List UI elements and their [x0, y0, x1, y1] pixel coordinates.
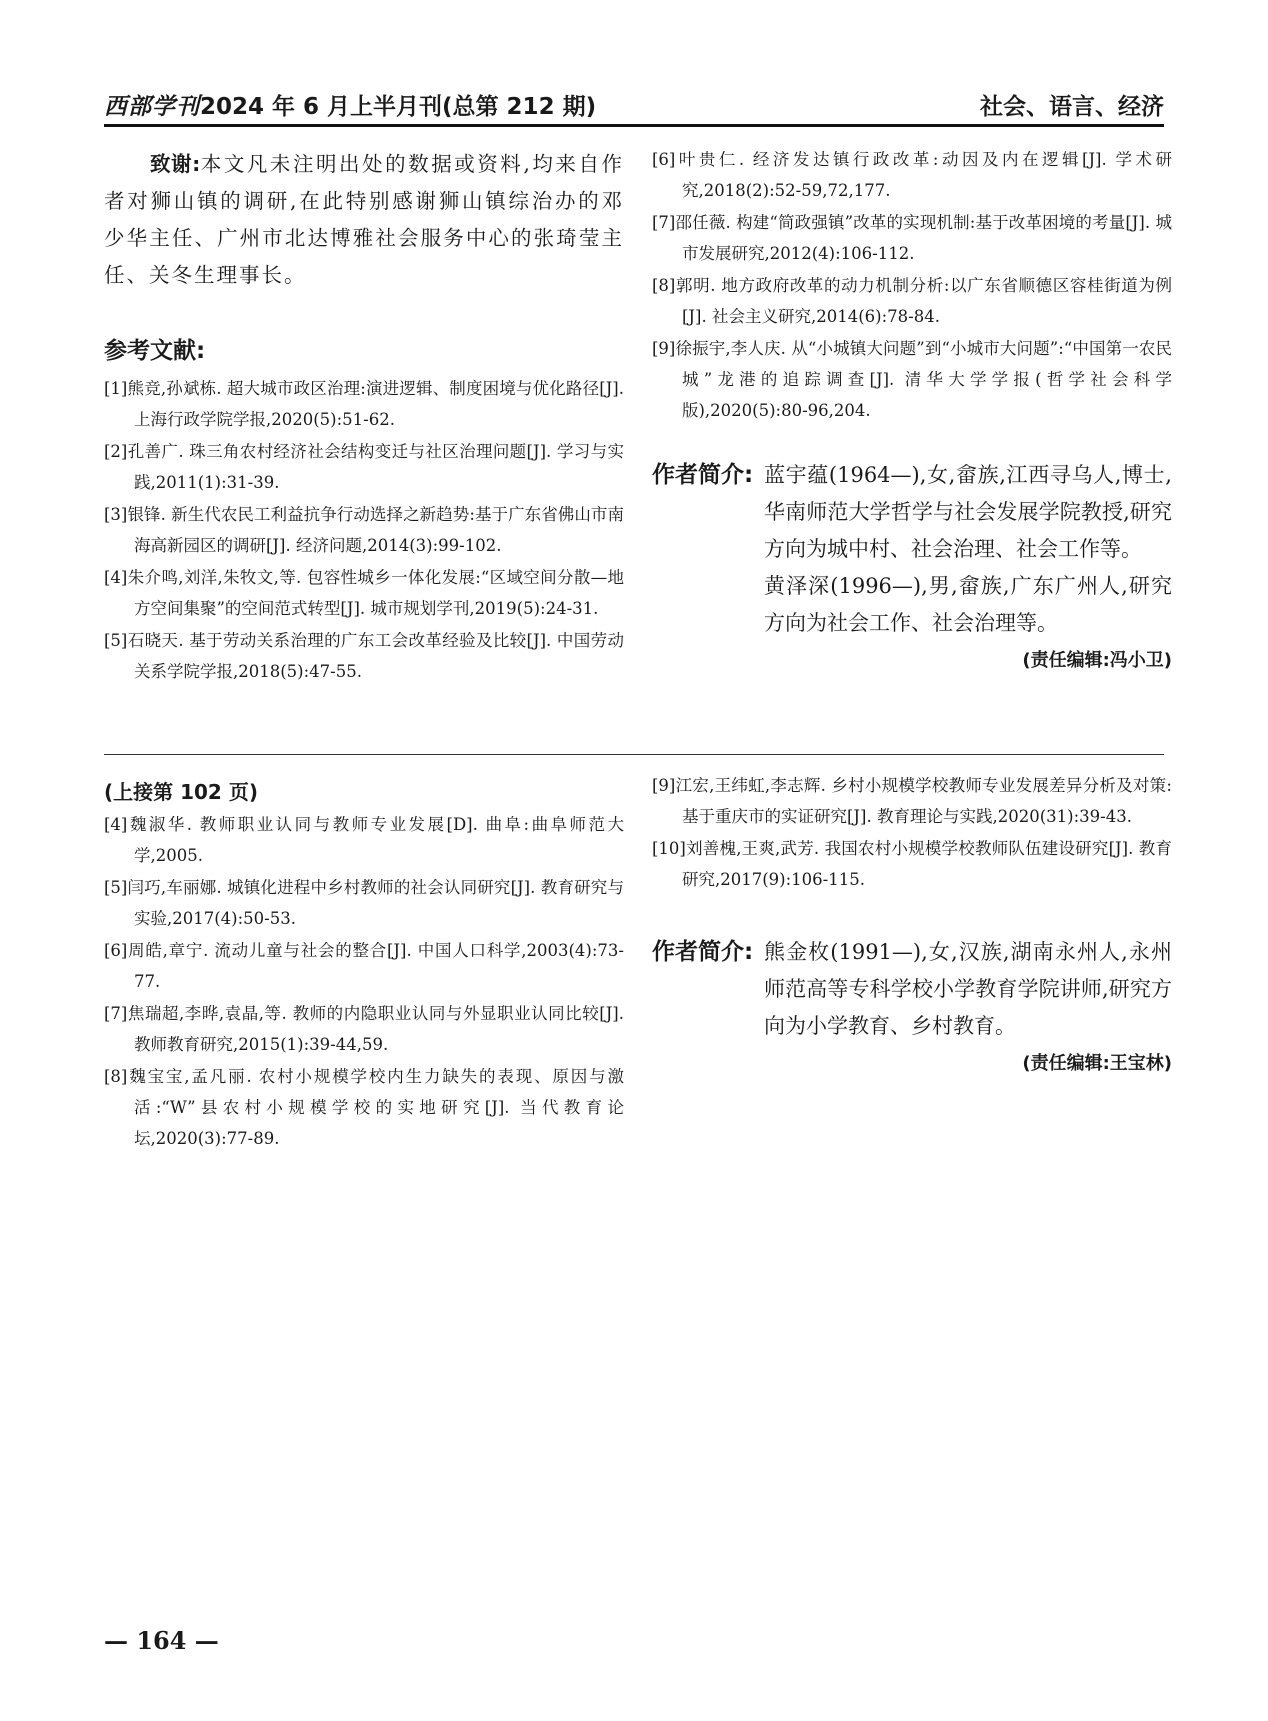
journal-logo: 西部学刊 [104, 93, 200, 120]
lower-references-left [104, 809, 624, 1154]
reference-item: [7]焦瑞超,李晔,袁晶,等. 教师的内隐职业认同与外显职业认同比较[J]. 教师教育研究,2015(1):39-44,59. [104, 1004, 624, 1054]
references-title: 参考文献: [104, 338, 206, 364]
bio-paragraph: 蓝宇蕴(1964—),女,畲族,江西寻乌人,博士,华南师范大学哲学与社会发展学院教授,研究方向为城中村、社会治理、社会工作等。 [764, 463, 1172, 561]
upper-references-right [652, 144, 1172, 426]
bio-label: 作者简介: [652, 939, 754, 965]
reference-item: [8]魏宝宝,孟凡丽. 农村小规模学校内生力缺失的表现、原因与激活:“W”县农村小规模学校的实地研究[J]. 当代教育论坛,2020(3):77-89. [104, 1067, 624, 1148]
header-rule [104, 124, 1164, 127]
reference-item: [6]叶贵仁. 经济发达镇行政改革:动因及内在逻辑[J]. 学术研究,2018(2):52-59,72,177. [652, 150, 1172, 200]
reference-item: [4]魏淑华. 教师职业认同与教师专业发展[D]. 曲阜:曲阜师范大学,2005. [104, 815, 624, 865]
lower-references-right [652, 770, 1172, 895]
reference-item: [6]周皓,章宁. 流动儿童与社会的整合[J]. 中国人口科学,2003(4):73-77. [104, 941, 624, 991]
continued-from-label: (上接第 102 页) [104, 780, 258, 804]
reference-item: [3]银锋. 新生代农民工利益抗争行动选择之新趋势:基于广东省佛山市南海高新园区的调研[J]. 经济问题,2014(3):99-102. [104, 505, 624, 555]
reference-item: [9]徐振宇,李人庆. 从“小城镇大问题”到“小城市大问题”:“中国第一农民城”龙港的追踪调查[J]. 清华大学学报(哲学社会科学版),2020(5):80-96,204. [652, 339, 1172, 420]
upper-left-column [104, 146, 624, 688]
responsible-editor: (责任编辑:冯小卫) [1022, 650, 1172, 671]
author-bio [652, 934, 1172, 1045]
reference-item: [7]邵任薇. 构建“简政强镇”改革的实现机制:基于改革困境的考量[J]. 城市发展研究,2012(4):106-112. [652, 213, 1172, 263]
acknowledgement-lead: 致谢: [150, 152, 201, 176]
bio-label: 作者简介: [652, 462, 754, 488]
lower-left-column [104, 776, 624, 1155]
bio-paragraph: 黄泽深(1996—),男,畲族,广东广州人,研究方向为社会工作、社会治理等。 [764, 574, 1172, 635]
bio-paragraph: 熊金枚(1991—),女,汉族,湖南永州人,永州师范高等专科学校小学教育学院讲师,研究方向为小学教育、乡村教育。 [764, 940, 1172, 1038]
reference-item: [5]闫巧,车丽娜. 城镇化进程中乡村教师的社会认同研究[J]. 教育研究与实验,2017(4):50-53. [104, 878, 624, 928]
page-number: — 164 — [104, 1626, 219, 1655]
reference-item: [10]刘善槐,王爽,武芳. 我国农村小规模学校教师队伍建设研究[J]. 教育研究,2017(9):106-115. [652, 839, 1172, 889]
upper-references-left [104, 373, 624, 687]
reference-item: [8]郭明. 地方政府改革的动力机制分析:以广东省顺德区容桂街道为例[J]. 社会主义研究,2014(6):78-84. [652, 276, 1172, 326]
journal-issue [104, 88, 596, 121]
reference-item: [4]朱介鸣,刘洋,朱牧文,等. 包容性城乡一体化发展:“区域空间分散—地方空间集聚”的空间范式转型[J]. 城市规划学刊,2019(5):24-31. [104, 568, 624, 618]
section-divider [104, 754, 1164, 755]
reference-item: [5]石晓天. 基于劳动关系治理的广东工会改革经验及比较[J]. 中国劳动关系学院学报,2018(5):47-55. [104, 631, 624, 681]
reference-item: [2]孔善广. 珠三角农村经济社会结构变迁与社区治理问题[J]. 学习与实践,2011(1):31-39. [104, 442, 624, 492]
reference-item: [1]熊竞,孙斌栋. 超大城市政区治理:演进逻辑、制度困境与优化路径[J]. 上海行政学院学报,2020(5):51-62. [104, 379, 624, 429]
reference-item: [9]江宏,王纬虹,李志辉. 乡村小规模学校教师专业发展差异分析及对策:基于重庆市的实证研究[J]. 教育理论与实践,2020(31):39-43. [652, 776, 1172, 826]
upper-right-column [652, 144, 1172, 672]
acknowledgement-text: 本文凡未注明出处的数据或资料,均来自作者对狮山镇的调研,在此特别感谢狮山镇综治办的邓少华主任、广州市北达博雅社会服务中心的张琦莹主任、关冬生理事长。 [104, 152, 625, 287]
responsible-editor: (责任编辑:王宝林) [1022, 1053, 1172, 1074]
issue-label: 2024 年 6 月上半月刊(总第 212 期) [200, 94, 597, 120]
lower-right-column [652, 770, 1172, 1075]
author-bio [652, 457, 1172, 642]
acknowledgement [104, 146, 624, 294]
section-label: 社会、语言、经济 [980, 94, 1164, 120]
running-header [104, 86, 1164, 126]
